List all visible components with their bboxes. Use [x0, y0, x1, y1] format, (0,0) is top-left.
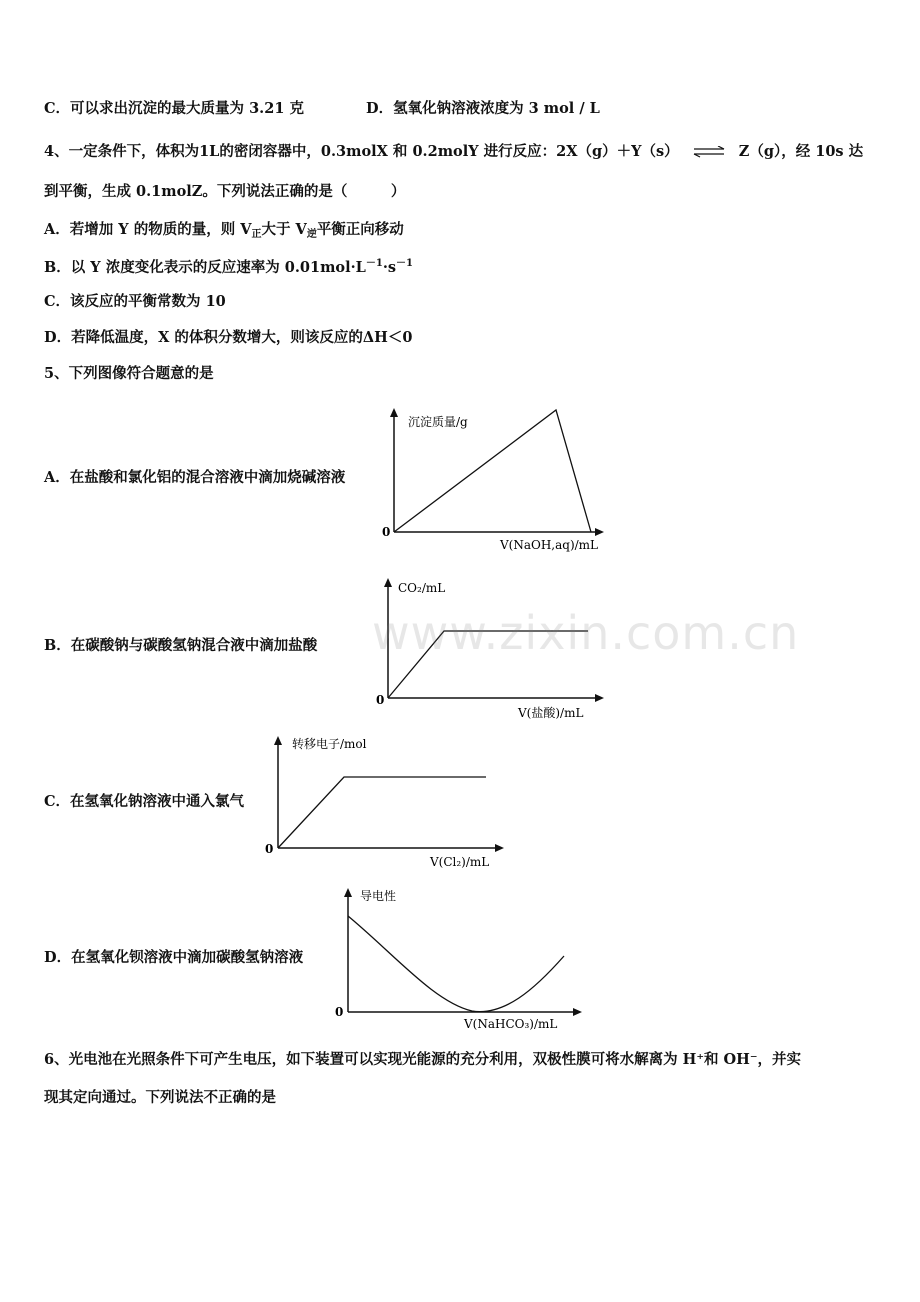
- q5-option-c: C．在氢氧化钠溶液中通入氯气: [44, 793, 245, 810]
- q5-option-d: D．在氢氧化钡溶液中滴加碳酸氢钠溶液: [44, 949, 304, 966]
- q6-stem-line1: 6、光电池在光照条件下可产生电压，如下装置可以实现光能源的充分利用，双极性膜可将水解离为 H⁺和 OH⁻，并实: [44, 1051, 802, 1068]
- q4-option-b-text2: ·s: [382, 259, 397, 276]
- graph-d: [334, 882, 590, 1032]
- graph-a-xlabel: V(NaOH,aq)/mL: [500, 538, 599, 552]
- q4-option-a-sub-forward: 正: [251, 229, 262, 240]
- q4-option-a: [44, 218, 404, 240]
- graph-c-ylabel: 转移电子/mol: [292, 737, 367, 751]
- graph-b-xlabel: V(盐酸)/mL: [518, 706, 584, 720]
- q4-option-a-sub-reverse: 逆: [306, 229, 317, 240]
- q4-option-a-text: A．若增加 Y 的物质的量，则 V: [44, 221, 252, 238]
- graph-d-origin: 0: [335, 1005, 344, 1019]
- q4-option-c: C．该反应的平衡常数为 10: [44, 293, 226, 310]
- graph-b-ylabel: CO₂/mL: [398, 581, 446, 595]
- equilibrium-arrow-icon: [692, 146, 726, 158]
- q5-option-b: B．在碳酸钠与碳酸氢钠混合液中滴加盐酸: [44, 637, 318, 654]
- q4-stem-tail: Z（g），经 10s 达: [738, 143, 864, 160]
- graph-b-origin: 0: [376, 693, 385, 707]
- q4-stem-text: 4、一定条件下，体积为1L的密闭容器中，0.3molX 和 0.2molY 进行反应：2X（g）＋Y（s）: [44, 143, 679, 160]
- q4-option-d: D．若降低温度，X 的体积分数增大，则该反应的ΔH＜0: [44, 329, 413, 346]
- q5-stem: 5、下列图像符合题意的是: [44, 365, 214, 382]
- q4-stem-line1: [44, 140, 863, 161]
- q4-option-b: [44, 254, 413, 277]
- graph-d-ylabel: 导电性: [360, 889, 397, 903]
- q3-option-c: C．可以求出沉淀的最大质量为 3.21 克: [44, 100, 304, 117]
- q5-option-a: A．在盐酸和氯化铝的混合溶液中滴加烧碱溶液: [44, 469, 346, 486]
- q4-option-b-text: B．以 Y 浓度变化表示的反应速率为 0.01mol·L: [44, 259, 366, 276]
- graph-c-origin: 0: [265, 842, 274, 856]
- q4-option-b-sup2: －1: [396, 258, 413, 269]
- q4-option-b-sup1: －1: [365, 258, 383, 269]
- graph-c: [262, 730, 512, 870]
- graph-a-ylabel: 沉淀质量/g: [408, 415, 468, 429]
- graph-a-origin: 0: [382, 525, 391, 539]
- graph-d-xlabel: V(NaHCO₃)/mL: [464, 1017, 558, 1031]
- q4-stem-line2: 到平衡，生成 0.1molZ。下列说法正确的是（ ）: [44, 183, 406, 200]
- q4-option-a-text2: 大于 V: [261, 221, 307, 238]
- graph-c-xlabel: V(Cl₂)/mL: [430, 855, 490, 869]
- q4-option-a-text3: 平衡正向移动: [316, 221, 404, 238]
- graph-a: [376, 404, 616, 554]
- watermark: www.zixin.com.cn: [372, 606, 800, 660]
- q3-option-d: D．氢氧化钠溶液浓度为 3 mol / L: [366, 100, 600, 117]
- q6-stem-line2: 现其定向通过。下列说法不正确的是: [44, 1089, 276, 1106]
